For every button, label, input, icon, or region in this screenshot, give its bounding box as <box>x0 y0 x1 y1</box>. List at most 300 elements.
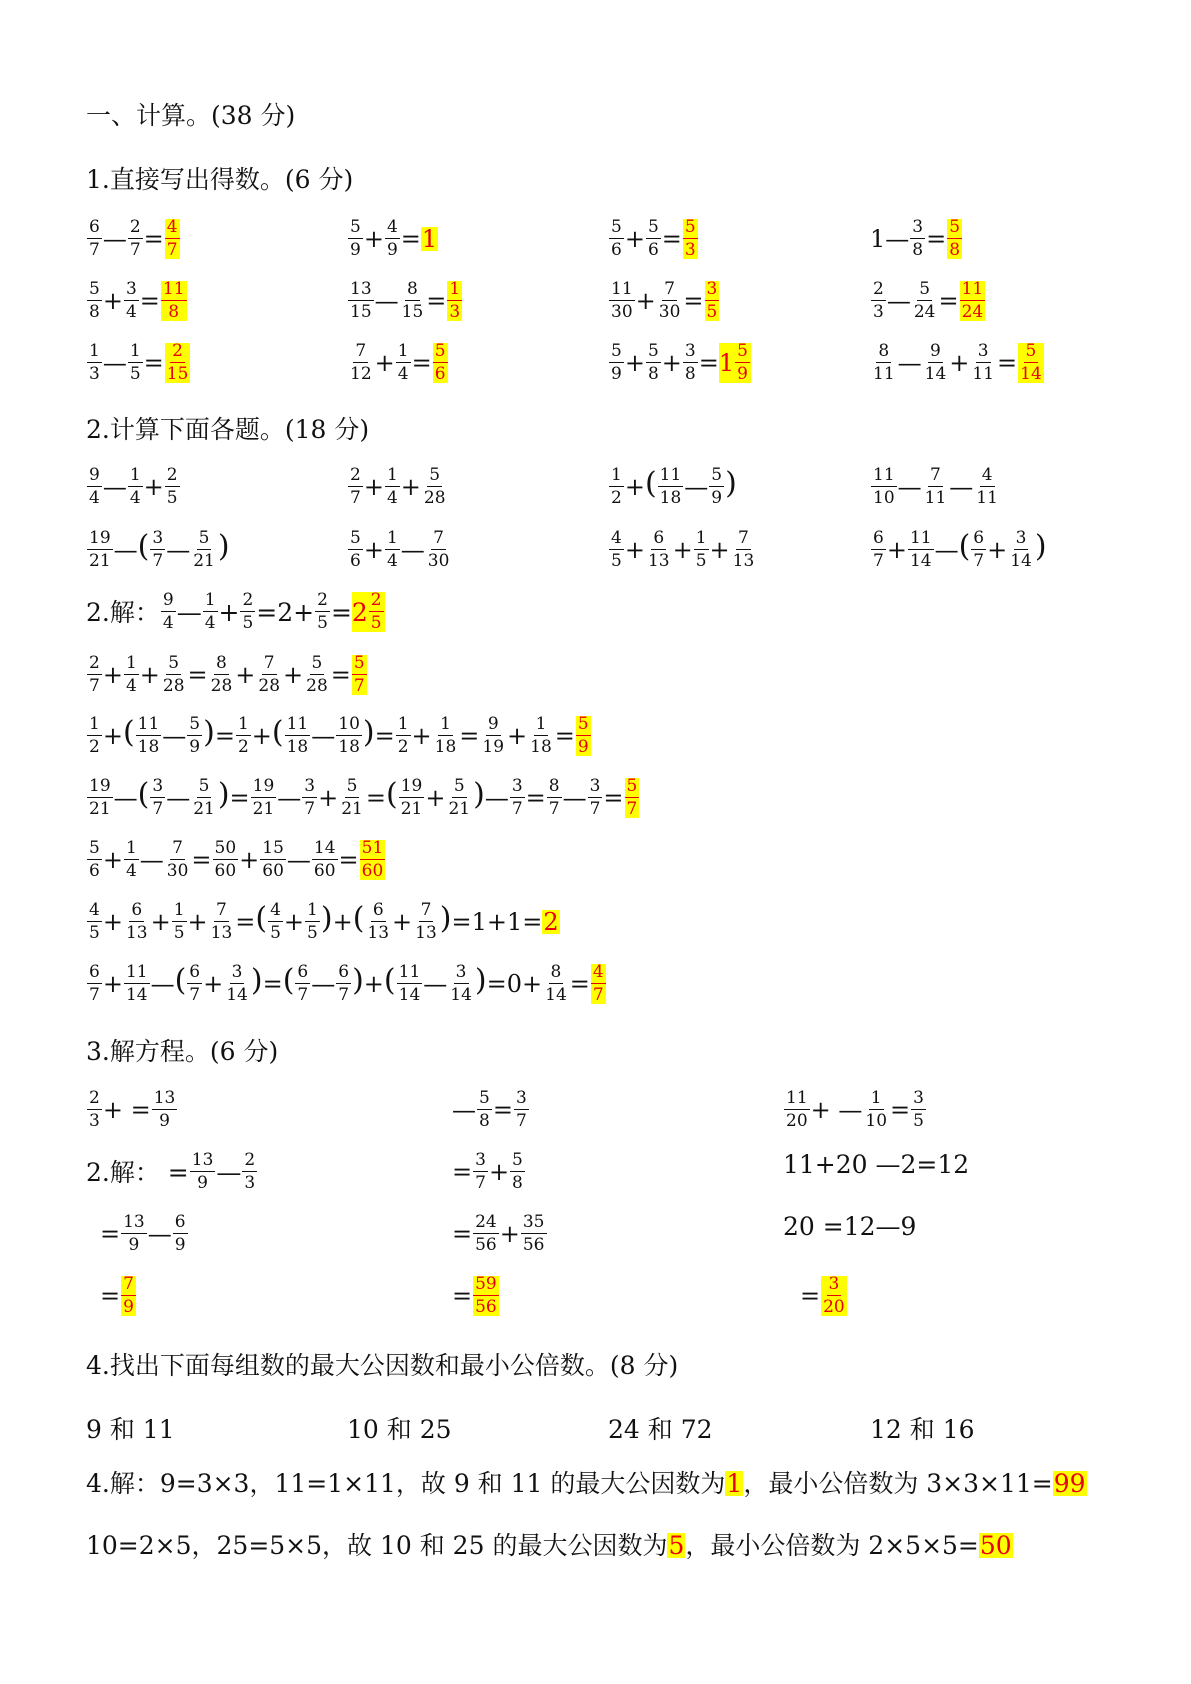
denominator: 10 <box>873 488 895 508</box>
fraction <box>609 281 635 321</box>
denominator: 4 <box>162 613 174 633</box>
numerator: 3 <box>152 528 164 548</box>
solution-line <box>86 840 386 880</box>
subsection-heading: 2.计算下面各题。(18 分) <box>86 415 370 444</box>
fraction <box>477 1090 492 1130</box>
operator: =2+ <box>256 597 315 627</box>
operator: + <box>102 970 123 998</box>
operator: =0+ <box>486 970 543 998</box>
operator: = <box>452 1282 473 1310</box>
numerator: 3 <box>125 279 137 299</box>
numerator: 6 <box>131 900 143 920</box>
numerator: 5 <box>311 653 323 673</box>
operator: + <box>102 661 123 689</box>
numerator: 14 <box>313 838 336 858</box>
fraction <box>348 281 374 321</box>
fraction <box>735 343 750 383</box>
numerator: 7 <box>433 528 444 548</box>
denominator: 14 <box>450 985 472 1005</box>
denominator: 56 <box>522 1235 545 1255</box>
fraction <box>510 778 525 818</box>
fraction <box>336 964 351 1004</box>
fraction <box>305 902 320 942</box>
denominator: 20 <box>786 1111 808 1131</box>
denominator: 18 <box>338 737 360 757</box>
fraction <box>152 1090 178 1130</box>
fraction <box>646 530 672 570</box>
operator: = <box>374 722 395 750</box>
answer-value: 2 <box>543 908 559 936</box>
numerator: 8 <box>548 776 560 796</box>
operator: = <box>938 287 959 315</box>
fraction <box>295 964 310 1004</box>
denominator: 4 <box>125 676 137 696</box>
operator: — <box>113 536 138 564</box>
fraction <box>87 219 102 259</box>
numerator: 13 <box>153 1088 176 1108</box>
fraction <box>124 840 139 880</box>
operator: — <box>166 536 191 564</box>
operator: = <box>569 970 590 998</box>
operator: — <box>102 473 127 501</box>
denominator: 60 <box>313 861 336 881</box>
numerator: 1 <box>89 714 100 734</box>
denominator: 28 <box>423 488 446 508</box>
operator: = <box>235 908 256 936</box>
fraction <box>480 716 506 756</box>
problem-item <box>86 530 230 570</box>
operator: = <box>997 349 1018 377</box>
operator: = <box>426 287 447 315</box>
numerator: 6 <box>297 962 309 982</box>
denominator: 3 <box>89 364 100 384</box>
numerator: 5 <box>350 528 361 548</box>
denominator: 21 <box>193 799 215 819</box>
denominator: 8 <box>912 240 924 260</box>
numerator: 5 <box>611 341 622 361</box>
operator: + <box>102 846 123 874</box>
direct-item <box>608 219 699 259</box>
numerator: 7 <box>420 900 432 920</box>
denominator: 2 <box>89 737 100 757</box>
numerator: 1 <box>173 900 185 920</box>
denominator: 60 <box>262 861 284 881</box>
operator: = <box>926 225 947 253</box>
numerator: 8 <box>550 962 562 982</box>
fraction <box>121 1214 147 1254</box>
numerator: 3 <box>231 962 243 982</box>
denominator: 18 <box>530 737 552 757</box>
denominator: 6 <box>89 861 100 881</box>
operator: = <box>698 349 719 377</box>
denominator: 21 <box>341 799 363 819</box>
denominator: 7 <box>297 985 309 1005</box>
answer-mixed-number <box>352 592 385 632</box>
denominator: 13 <box>415 923 437 943</box>
denominator: 18 <box>434 737 457 757</box>
answer-fraction <box>947 219 962 259</box>
answer-fraction <box>447 281 462 321</box>
denominator: 9 <box>159 1111 170 1131</box>
numerator: 24 <box>475 1212 497 1232</box>
numerator: 3 <box>515 1088 527 1108</box>
fraction <box>910 219 925 259</box>
fraction <box>397 964 423 1004</box>
fraction <box>709 467 724 507</box>
fraction <box>191 530 217 570</box>
numerator: 6 <box>372 900 384 920</box>
denominator: 14 <box>226 985 248 1005</box>
operator: = <box>214 722 235 750</box>
denominator: 7 <box>129 240 141 260</box>
numerator: 6 <box>873 528 884 548</box>
numerator: 2 <box>172 341 183 361</box>
equation-answer <box>452 1276 500 1316</box>
numerator: 7 <box>738 528 749 548</box>
numerator: 5 <box>737 341 748 361</box>
numerator: 4 <box>611 528 622 548</box>
fraction <box>923 467 949 507</box>
operator: + <box>363 970 384 998</box>
problem-item <box>870 467 1001 507</box>
problem-item <box>86 467 181 507</box>
numerator: 7 <box>664 279 675 299</box>
numerator: 11 <box>786 1088 808 1108</box>
subsection-heading: 1.直接写出得数。(6 分) <box>86 165 354 194</box>
number-pair: 9 和 11 <box>86 1415 175 1444</box>
denominator: 30 <box>166 861 189 881</box>
denominator: 56 <box>475 1297 497 1317</box>
operator: — <box>562 784 587 812</box>
operator: — <box>139 846 164 874</box>
fraction <box>203 592 218 632</box>
denominator: 7 <box>304 799 316 819</box>
denominator: 9 <box>174 1235 186 1255</box>
numerator: 5 <box>198 528 210 548</box>
fraction <box>1008 530 1034 570</box>
fraction <box>433 716 459 756</box>
numerator: 11 <box>909 528 932 548</box>
operator: + <box>239 846 260 874</box>
numerator: 11 <box>162 279 185 299</box>
denominator: 21 <box>400 799 423 819</box>
denominator: 13 <box>647 551 670 571</box>
answer-fraction <box>165 219 180 259</box>
numerator: 1 <box>125 653 137 673</box>
equation <box>452 1090 530 1130</box>
fraction <box>124 902 150 942</box>
operator: + — <box>810 1096 863 1124</box>
denominator: 5 <box>166 488 178 508</box>
numerator: 5 <box>89 838 100 858</box>
fraction <box>87 655 102 695</box>
numerator: 2 <box>89 1088 100 1108</box>
fraction <box>236 716 251 756</box>
fraction <box>871 281 886 321</box>
answer-mixed-number <box>719 343 751 383</box>
fraction <box>87 343 102 383</box>
denominator: 28 <box>258 676 281 696</box>
denominator: 21 <box>89 799 111 819</box>
parenthesis: ) <box>203 715 215 750</box>
numerator: 5 <box>949 217 961 237</box>
operator: + <box>332 908 353 936</box>
numerator: 3 <box>977 341 989 361</box>
solution-line <box>86 716 592 756</box>
fraction <box>312 840 338 880</box>
number-pair: 10 和 25 <box>347 1415 452 1444</box>
numerator: 11 <box>659 465 682 485</box>
operator: + <box>363 473 384 501</box>
numerator: 4 <box>592 962 604 982</box>
fraction <box>124 964 150 1004</box>
parenthesis: ) <box>250 963 263 998</box>
numerator: 1 <box>535 714 547 734</box>
fraction <box>260 840 286 880</box>
direct-item <box>347 219 438 259</box>
operator: + <box>102 287 123 315</box>
numerator: 8 <box>407 279 418 299</box>
operator: — <box>311 722 336 750</box>
denominator: 7 <box>89 676 100 696</box>
numerator: 3 <box>1015 528 1027 548</box>
numerator: 2 <box>873 279 884 299</box>
direct-item <box>870 219 963 259</box>
parenthesis: ) <box>362 715 375 750</box>
denominator: 7 <box>353 676 365 696</box>
parenthesis: ) <box>439 901 452 936</box>
parenthesis: ) <box>217 777 230 812</box>
operator: = <box>525 784 546 812</box>
operator: — <box>452 1096 476 1124</box>
numerator: 6 <box>174 1212 186 1232</box>
denominator: 14 <box>1020 364 1042 384</box>
numerator: 2 <box>242 590 254 610</box>
fraction <box>190 1152 216 1192</box>
fraction <box>609 219 624 259</box>
numerator: 5 <box>434 341 446 361</box>
numerator: 2 <box>129 217 141 237</box>
operator: 1— <box>870 225 910 253</box>
fraction <box>161 655 187 695</box>
denominator: 4 <box>386 488 398 508</box>
numerator: 3 <box>152 776 164 796</box>
fraction <box>658 467 684 507</box>
fraction <box>543 964 569 1004</box>
denominator: 5 <box>89 923 100 943</box>
answer-value: 99 <box>1053 1469 1086 1498</box>
fraction <box>422 467 448 507</box>
operator: + <box>624 473 645 501</box>
numerator: 1 <box>397 341 409 361</box>
fraction <box>87 716 102 756</box>
fraction <box>302 778 317 818</box>
parenthesis: ( <box>271 715 284 750</box>
numerator: 6 <box>89 217 100 237</box>
answer-fraction <box>683 219 698 259</box>
operator: = <box>661 225 682 253</box>
denominator: 3 <box>449 302 461 322</box>
answer-fraction <box>433 343 448 383</box>
numerator: 50 <box>214 838 237 858</box>
operator: — <box>886 287 911 315</box>
operator: = <box>452 1220 473 1248</box>
fraction <box>304 655 330 695</box>
fraction <box>731 530 757 570</box>
fraction <box>609 530 624 570</box>
parenthesis: ) <box>1034 529 1047 564</box>
answer-fraction <box>625 778 640 818</box>
numerator: 2 <box>370 590 382 610</box>
answer-fraction <box>473 1276 499 1316</box>
fraction <box>609 343 624 383</box>
numerator: 2 <box>317 590 328 610</box>
equation <box>783 1090 927 1130</box>
denominator: 9 <box>189 737 201 757</box>
operator: + <box>374 349 395 377</box>
operator: = <box>139 287 160 315</box>
fraction <box>128 219 143 259</box>
denominator: 9 <box>386 240 398 260</box>
parenthesis: ) <box>217 529 230 564</box>
denominator: 4 <box>386 551 398 571</box>
operator: + <box>425 784 446 812</box>
answer-fraction <box>960 281 986 321</box>
answer-value: 1 <box>421 225 438 253</box>
operator: = <box>143 225 164 253</box>
problem-item <box>347 467 449 507</box>
operator: + <box>318 784 339 812</box>
numerator: 2 <box>244 1150 256 1170</box>
denominator: 18 <box>286 737 309 757</box>
numerator: 5 <box>346 776 358 796</box>
numerator: 15 <box>262 838 284 858</box>
denominator: 9 <box>577 737 589 757</box>
fraction <box>348 467 363 507</box>
denominator: 5 <box>370 613 382 633</box>
numerator: 11 <box>137 714 160 734</box>
problem-item <box>347 530 452 570</box>
operator: = <box>262 970 283 998</box>
operator: + <box>499 1220 520 1248</box>
operator: — <box>216 1157 242 1187</box>
fraction <box>657 281 683 321</box>
fraction <box>339 778 365 818</box>
numerator: 5 <box>189 714 201 734</box>
operator: — <box>277 784 302 812</box>
fraction <box>128 343 143 383</box>
denominator: 13 <box>210 923 233 943</box>
fraction <box>863 1090 889 1130</box>
operator: + <box>488 1158 510 1186</box>
operator: 2.解： <box>86 597 160 627</box>
denominator: 28 <box>210 676 233 696</box>
numerator: 3 <box>828 1274 840 1294</box>
numerator: 4 <box>981 465 993 485</box>
operator: — <box>147 1220 172 1248</box>
equation-step <box>452 1152 526 1192</box>
numerator: 3 <box>455 962 467 982</box>
denominator: 11 <box>924 488 947 508</box>
operator: + <box>143 473 164 501</box>
operator: = <box>492 1096 513 1124</box>
operator: — <box>949 473 974 501</box>
answer-fraction <box>1018 343 1044 383</box>
numerator: 1 <box>611 465 622 485</box>
numerator: 5 <box>350 217 361 237</box>
section-heading: 一、计算。(38 分) <box>86 101 296 130</box>
operator: 11+20 —2=12 <box>783 1150 970 1179</box>
numerator: 51 <box>361 838 384 858</box>
fraction <box>385 530 400 570</box>
fraction <box>365 902 391 942</box>
operator: + <box>624 349 645 377</box>
answer-fraction <box>121 1276 136 1316</box>
parenthesis: ) <box>352 963 364 998</box>
number-pair: 12 和 16 <box>870 1415 975 1444</box>
denominator: 5 <box>706 302 718 322</box>
numerator: 11 <box>286 714 309 734</box>
numerator: 1 <box>870 1088 882 1108</box>
numerator: 1 <box>440 714 451 734</box>
fraction <box>547 778 562 818</box>
operator: + <box>203 970 224 998</box>
answer-fraction <box>705 281 720 321</box>
denominator: 9 <box>611 364 622 384</box>
operator: + <box>392 908 413 936</box>
numerator: 1 <box>386 465 398 485</box>
numerator: 5 <box>647 217 659 237</box>
operator: = <box>229 784 250 812</box>
numerator: 6 <box>189 962 201 982</box>
fraction <box>871 343 897 383</box>
operator: + = <box>102 1096 151 1124</box>
denominator: 8 <box>647 364 659 384</box>
denominator: 9 <box>123 1297 134 1317</box>
answer-value: 1 <box>726 1469 743 1498</box>
direct-item <box>870 343 1045 383</box>
denominator: 13 <box>732 551 755 571</box>
operator: + <box>218 597 240 627</box>
numerator: 1 <box>204 590 216 610</box>
denominator: 7 <box>338 985 350 1005</box>
numerator: 1 <box>125 838 137 858</box>
fraction <box>336 716 362 756</box>
equation-step <box>86 1152 258 1192</box>
numerator: 35 <box>522 1212 545 1232</box>
denominator: 5 <box>307 923 318 943</box>
denominator: 14 <box>398 985 421 1005</box>
numerator: 9 <box>89 465 100 485</box>
fraction <box>268 902 283 942</box>
denominator: 3 <box>684 240 696 260</box>
operator: + <box>102 722 123 750</box>
denominator: 7 <box>511 799 523 819</box>
direct-item <box>347 281 463 321</box>
numerator: 5 <box>479 1088 490 1108</box>
numerator: 4 <box>89 900 100 920</box>
denominator: 4 <box>125 302 137 322</box>
denominator: 13 <box>125 923 148 943</box>
denominator: 7 <box>515 1111 527 1131</box>
parenthesis: ( <box>644 466 657 501</box>
denominator: 30 <box>427 551 450 571</box>
denominator: 8 <box>684 364 696 384</box>
numerator: 2 <box>89 653 100 673</box>
numerator: 11 <box>611 279 633 299</box>
operator: 20 =12—9 <box>783 1212 917 1241</box>
operator: + <box>624 225 645 253</box>
